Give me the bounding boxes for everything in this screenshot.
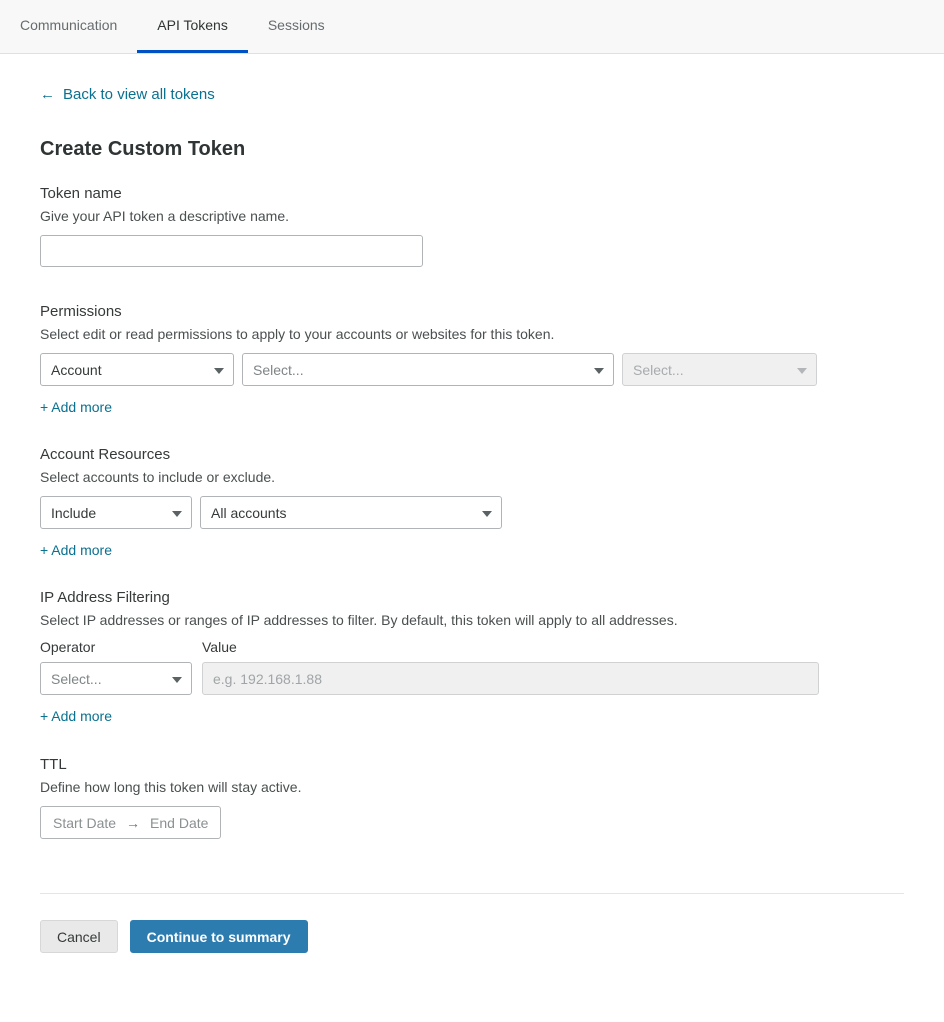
chevron-down-icon	[172, 511, 182, 517]
permissions-add-more[interactable]: + Add more	[40, 399, 112, 415]
ttl-label: TTL	[40, 756, 67, 773]
ip-filtering-add-more[interactable]: + Add more	[40, 708, 112, 724]
ip-operator-label: Operator	[40, 639, 96, 655]
section-token-name	[40, 185, 904, 267]
ttl-start-date[interactable]: Start Date	[53, 814, 117, 831]
section-ip-filtering	[40, 589, 904, 726]
cancel-button[interactable]: Cancel	[40, 920, 118, 953]
tab-sessions[interactable]	[248, 0, 345, 53]
tab-api-tokens[interactable]	[137, 0, 248, 53]
tab-sessions-label: Sessions	[267, 17, 325, 33]
permissions-resource-value: Select...	[253, 361, 304, 378]
tab-api-tokens-label: API Tokens	[157, 17, 228, 33]
chevron-down-icon	[594, 368, 604, 374]
section-permissions	[40, 303, 904, 417]
chevron-down-icon	[214, 368, 224, 374]
account-resources-description: Select accounts to include or exclude.	[40, 469, 276, 485]
form-footer	[40, 920, 904, 981]
ip-filtering-row	[40, 639, 904, 695]
token-name-description: Give your API token a descriptive name.	[40, 208, 290, 224]
ip-value-input[interactable]	[202, 662, 819, 695]
tab-bar	[0, 0, 944, 54]
tab-communication-label: Communication	[20, 17, 118, 33]
permissions-level-select	[622, 353, 817, 386]
back-to-tokens-link[interactable]	[40, 86, 215, 103]
ip-filtering-label: IP Address Filtering	[40, 589, 170, 606]
account-resources-account-select[interactable]	[200, 496, 502, 529]
account-resources-mode-value: Include	[51, 504, 97, 521]
chevron-down-icon	[172, 677, 182, 683]
permissions-description: Select edit or read permissions to apply to your accounts or websites for this token.	[40, 326, 555, 342]
permissions-scope-value: Account	[51, 361, 102, 378]
account-resources-row	[40, 496, 904, 529]
section-account-resources	[40, 446, 904, 560]
account-resources-add-more[interactable]: + Add more	[40, 542, 112, 558]
account-resources-account-value: All accounts	[211, 504, 287, 521]
permissions-row	[40, 353, 904, 386]
ip-operator-group	[40, 639, 192, 695]
permissions-label: Permissions	[40, 303, 122, 320]
continue-to-summary-button[interactable]: Continue to summary	[130, 920, 308, 953]
page-content	[0, 54, 944, 981]
arrow-left-icon: ←	[40, 86, 55, 103]
token-name-label: Token name	[40, 185, 122, 202]
account-resources-mode-select[interactable]	[40, 496, 192, 529]
arrow-right-icon: →	[126, 814, 141, 831]
tab-communication[interactable]	[0, 0, 137, 53]
ttl-description: Define how long this token will stay active.	[40, 779, 302, 795]
chevron-down-icon	[482, 511, 492, 517]
permissions-level-value: Select...	[633, 361, 684, 378]
page-title: Create Custom Token	[40, 138, 246, 160]
footer-divider	[40, 893, 904, 894]
ip-value-label: Value	[202, 639, 237, 655]
permissions-resource-select[interactable]	[242, 353, 614, 386]
ttl-end-date[interactable]: End Date	[150, 814, 209, 831]
token-name-input[interactable]	[40, 235, 423, 267]
back-to-tokens-label: Back to view all tokens	[63, 86, 215, 103]
permissions-scope-select[interactable]	[40, 353, 234, 386]
ip-filtering-description: Select IP addresses or ranges of IP addresses to filter. By default, this token will apply to all addresses.	[40, 612, 678, 628]
section-ttl	[40, 756, 904, 839]
ttl-date-range-picker[interactable]	[40, 806, 221, 839]
ip-operator-select[interactable]	[40, 662, 192, 695]
chevron-down-icon	[797, 368, 807, 374]
ip-operator-value: Select...	[51, 670, 102, 687]
ip-value-group	[202, 639, 819, 695]
account-resources-label: Account Resources	[40, 446, 171, 463]
